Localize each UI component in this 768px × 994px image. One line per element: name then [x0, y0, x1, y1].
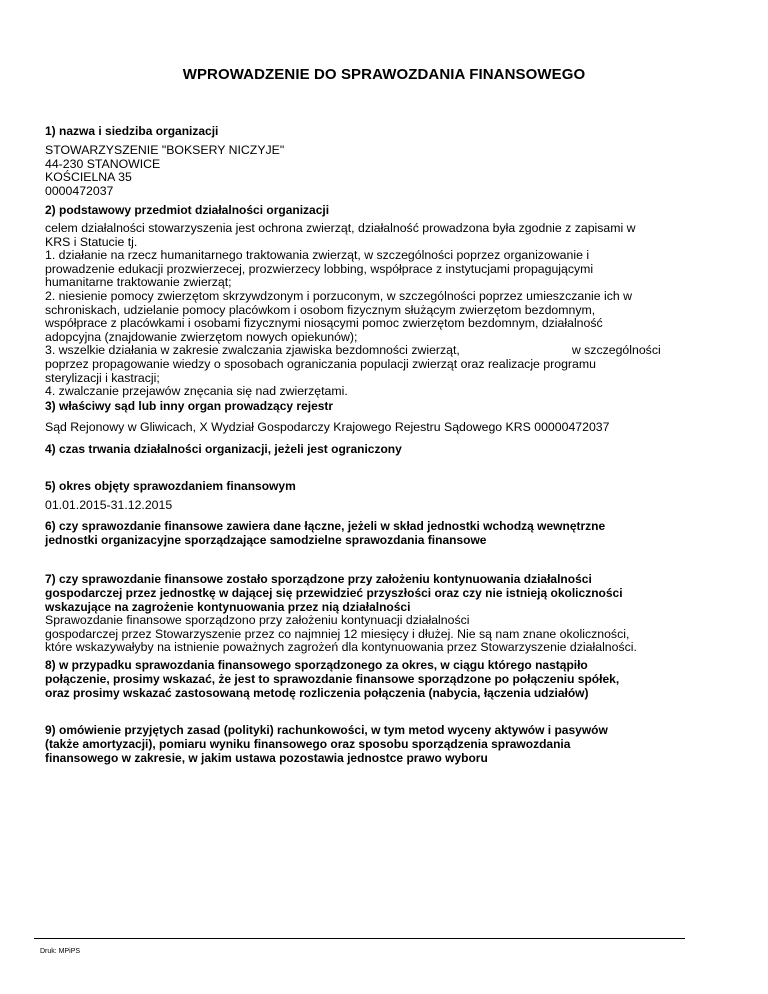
section-heading-line: 8) w przypadku sprawozdania finansowego sporządzonego za okres, w ciągu którego nastąpiło: [45, 658, 588, 672]
text-line: które wskazywałyby na istnienie poważnych zagrożeń dla kontynuowania przez Stowarzyszenie działalności.: [45, 640, 637, 655]
main-activity-text: [45, 222, 735, 399]
text-line: [45, 344, 735, 358]
text-line: poprzez propagowanie wiedzy o sposobach ograniczania populacji zwierząt oraz realizacje programu: [45, 356, 596, 371]
text-line: 01.01.2015-31.12.2015: [45, 498, 173, 512]
section-heading: 2) podstawowy przedmiot działalności organizacji: [45, 203, 330, 217]
section-heading-line: jednostki organizacyjne sporządzające samodzielne sprawozdania finansowe: [45, 533, 487, 547]
org-name-line: STOWARZYSZENIE "BOKSERY NICZYJE": [45, 143, 285, 157]
section-heading-line: (także amortyzacji), pomiaru wyniku finansowego oraz sposobu sporządzenia sprawozdania: [45, 737, 571, 751]
text-line: prowadzenie edukacji prozwierzecej, prozwierzecy lobbing, współprace z instytucjami propagującymi: [45, 261, 594, 276]
section-heading-line: połączenie, prosimy wskazać, że jest to sprawozdanie finansowe sporządzone po połączeniu spółek,: [45, 672, 620, 686]
text-line: KRS i Statucie tj.: [45, 234, 138, 249]
section-heading-line: oraz prosimy wskazać zastosowaną metodę rozliczenia połączenia (nabycia, łączenia udziałów): [45, 686, 589, 700]
footer-divider: [34, 938, 685, 939]
section-heading: 5) okres objęty sprawozdaniem finansowym: [45, 479, 296, 493]
text-line: Sąd Rejonowy w Gliwicach, X Wydział Gospodarczy Krajowego Rejestru Sądowego KRS 00000472037: [45, 420, 610, 434]
section-reporting-period: [45, 479, 735, 493]
section-heading-line: gospodarczej przez jednostkę w dającej się przewidzieć przyszłości oraz czy nie istnieją okoliczności: [45, 586, 623, 600]
reporting-period-text: [45, 499, 735, 513]
org-postal-line: 44-230 STANOWICE: [45, 156, 161, 171]
organization-address: [45, 144, 735, 198]
section-organization-name: [45, 124, 735, 138]
section-registry-court: [45, 399, 735, 413]
section-going-concern: [45, 572, 735, 614]
text-line: gospodarczej przez Stowarzyszenie przez co najmniej 12 miesięcy i dłużej. Nie są nam znane okoliczności,: [45, 626, 630, 641]
registry-court-text: [45, 421, 735, 435]
text-line: celem działalności stowarzyszenia jest ochrona zwierząt, działalność prowadzona była zgodnie z zapisami w: [45, 221, 636, 235]
going-concern-text: [45, 614, 735, 655]
org-krs-line: 0000472037: [45, 183, 114, 198]
section-heading-line: 6) czy sprawozdanie finansowe zawiera dane łączne, jeżeli w skład jednostki wchodzą wewnętrzne: [45, 519, 606, 533]
text-line: współprace z placówkami i osobami fizycznymi niosącymi pomoc zwierzętom bezdomnym, działalność: [45, 316, 603, 331]
org-street-line: KOŚCIELNA 35: [45, 170, 132, 185]
page-title: WPROWADZENIE DO SPRAWOZDANIA FINANSOWEGO: [182, 66, 586, 83]
text-line: schroniskach, udzielanie pomocy placówkom i osobom fizycznym służącym zwierzętom bezdomnym,: [45, 302, 596, 317]
section-heading-line: 7) czy sprawozdanie finansowe zostało sporządzone przy założeniu kontynuowania działalności: [45, 572, 592, 586]
text-line: Sprawozdanie finansowe sporządzono przy założeniu kontynuacji działalności: [45, 613, 470, 627]
section-merger: [45, 658, 735, 700]
section-main-activity: [45, 203, 735, 217]
section-heading-line: 9) omówienie przyjętych zasad (polityki) rachunkowości, w tym metod wyceny aktywów i pasywów: [45, 723, 608, 737]
text-line: 2. niesienie pomocy zwierzętom skrzywdzonym i porzuconym, w szczególności poprzez umieszczanie ich w: [45, 288, 633, 303]
section-heading-line: wskazujące na zagrożenie kontynuowania przez nią działalności: [45, 600, 411, 614]
text-line: adopcyjna (znajdowanie zwierzętom nowych opiekunów);: [45, 329, 358, 344]
section-heading: 4) czas trwania działalności organizacji, jeżeli jest ograniczony: [45, 442, 402, 456]
footer-print-label: Druk: MPiPS: [40, 948, 81, 955]
section-heading-line: finansowego w zakresie, w jakim ustawa pozostawia jednostce prawo wyboru: [45, 751, 488, 765]
text-line-part: w szczególności: [571, 343, 661, 358]
section-accounting-policy: [45, 723, 735, 765]
text-line: sterylizacji i kastracji;: [45, 370, 160, 385]
section-combined-data: [45, 519, 735, 547]
text-line-part: 3. wszelkie działania w zakresie zwalczania zjawiska bezdomności zwierząt,: [45, 343, 460, 358]
text-line: 4. zwalczanie przejawów znęcania się nad zwierzętami.: [45, 384, 348, 399]
section-heading: 3) właściwy sąd lub inny organ prowadzący rejestr: [45, 399, 334, 413]
section-heading: 1) nazwa i siedziba organizacji: [45, 124, 219, 138]
text-line: humanitarne traktowanie zwierząt;: [45, 275, 232, 290]
text-line: 1. działanie na rzecz humanitarnego traktowania zwierząt, w szczególności poprzez organizowanie i: [45, 248, 590, 263]
section-duration: [45, 442, 735, 456]
